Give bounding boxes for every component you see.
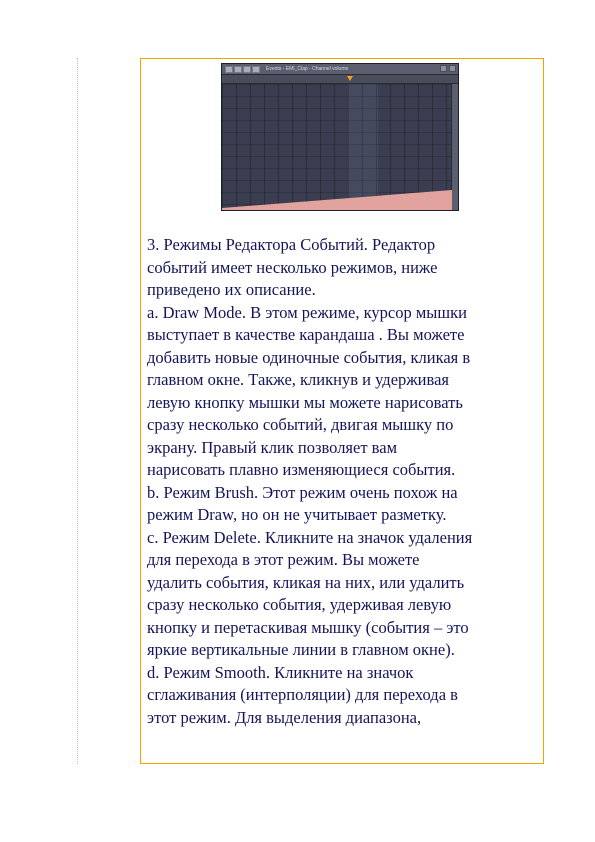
- event-editor-screenshot: [221, 63, 459, 211]
- text-line: экрану. Правый клик позволяет вам: [147, 437, 398, 457]
- text-line: режим Draw, но он не учитывает разметку.: [147, 505, 447, 524]
- text-line: этот режим. Для выделения диапазона,: [147, 707, 422, 727]
- text-line: выступает в качестве карандаша . Вы можете: [147, 325, 465, 344]
- event-editor-ruler: [222, 75, 458, 84]
- text-line: левую кнопку мышки мы можете нарисовать: [147, 392, 463, 412]
- text-line: приведено их описание.: [147, 280, 316, 299]
- minimize-icon: [440, 65, 447, 72]
- event-editor-title: Events - EMI_Clap - Channel volume: [266, 66, 349, 72]
- text-line: событий имеет несколько режимов, ниже: [147, 257, 438, 277]
- text-line: 3. Режимы Редактора Событий. Редактор: [147, 235, 436, 254]
- event-editor-grid: [222, 84, 458, 210]
- text-line: сразу несколько события, удерживая левую: [147, 595, 452, 614]
- page-margin-line: [77, 58, 78, 764]
- brush-tool-icon: [243, 66, 251, 73]
- event-editor-highlight-column: [348, 84, 378, 210]
- text-line: главном окне. Также, кликнув и удерживая: [147, 370, 449, 389]
- playhead-marker-icon: [347, 76, 353, 81]
- close-icon: [449, 65, 456, 72]
- delete-tool-icon: [252, 66, 260, 73]
- text-line: d. Режим Smooth. Кликните на значок: [147, 662, 414, 682]
- text-line: c. Режим Delete. Кликните на значок удаления: [147, 527, 473, 547]
- text-line: нарисовать плавно изменяющиеся события.: [147, 460, 456, 479]
- text-line: удалить события, кликая на них, или удалить: [147, 572, 465, 592]
- text-line: для перехода в этот режим. Вы можете: [147, 550, 420, 569]
- text-line: b. Режим Brush. Этот режим очень похож на: [147, 482, 458, 502]
- text-line: сразу несколько событий, двигая мышку по: [147, 415, 454, 434]
- content-frame: [140, 58, 544, 764]
- text-line: яркие вертикальные линии в главном окне).: [147, 640, 455, 659]
- text-line: кнопку и перетаскивая мышку (события – это: [147, 617, 469, 637]
- event-editor-titlebar: [222, 64, 458, 75]
- text-line: добавить новые одиночные события, кликая в: [147, 347, 471, 367]
- menu-icon: [225, 66, 233, 73]
- text-line: сглаживания (интерполяции) для перехода в: [147, 685, 458, 704]
- event-editor-scrollbar: [451, 84, 458, 210]
- text-line: a. Draw Mode. В этом режиме, курсор мышки: [147, 302, 467, 322]
- body-text: [147, 234, 543, 729]
- draw-tool-icon: [234, 66, 242, 73]
